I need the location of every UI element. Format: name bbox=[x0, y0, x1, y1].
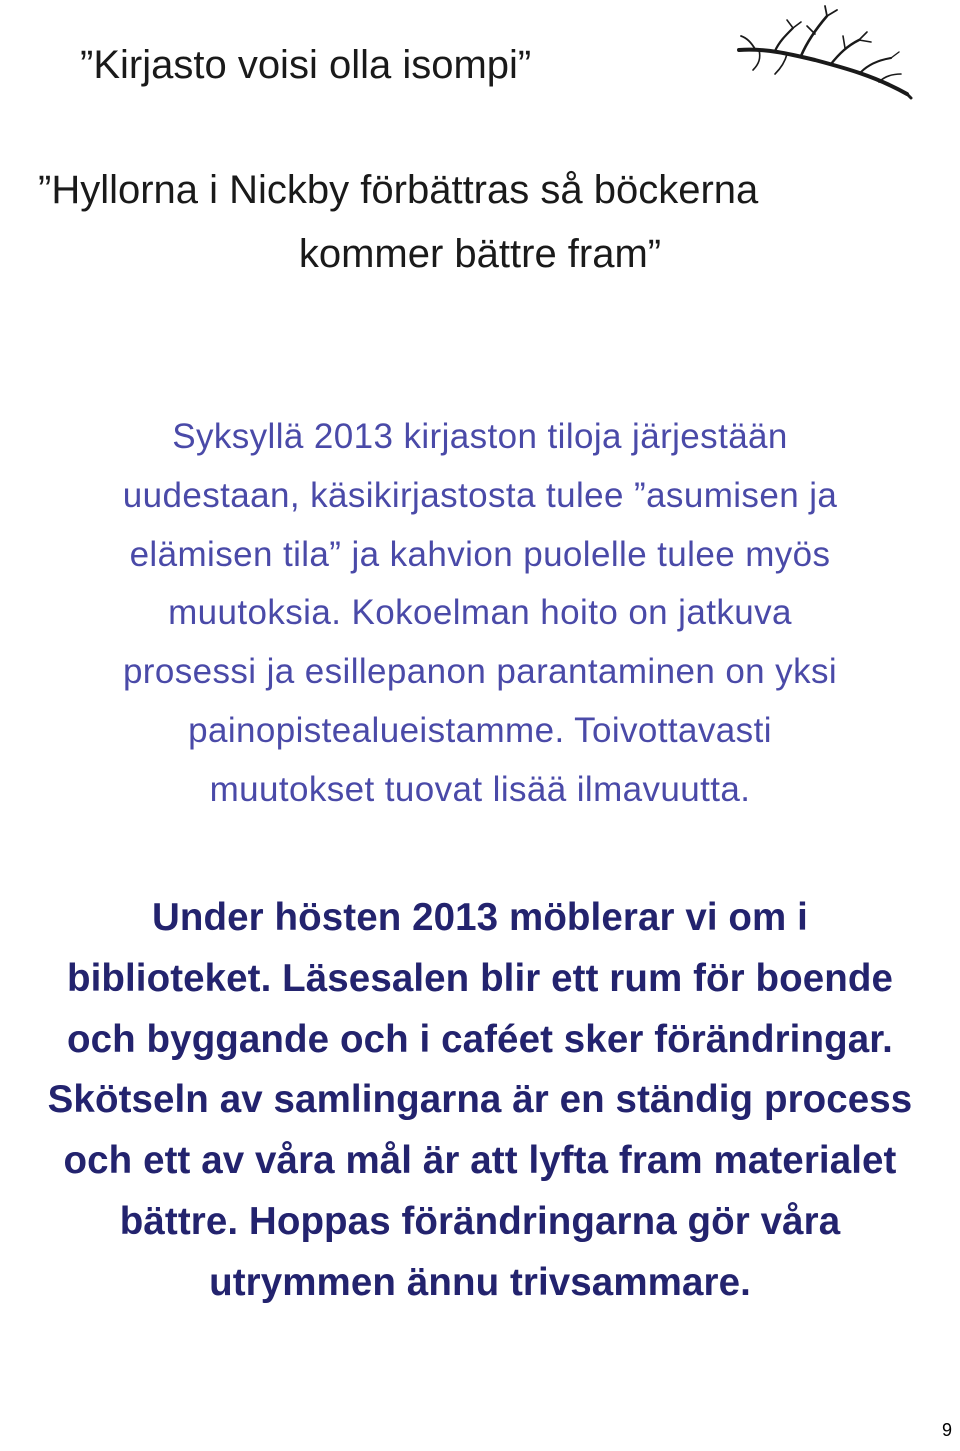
page-number: 9 bbox=[941, 1420, 952, 1440]
paragraph-line: Skötseln av samlingarna är en ständig process bbox=[47, 1078, 913, 1122]
paragraph-line: elämisen tila” ja kahvion puolelle tulee myös bbox=[129, 534, 831, 574]
paragraph-line: och byggande och i caféet sker förändringar. bbox=[67, 1017, 893, 1061]
paragraph-line: uudestaan, käsikirjastosta tulee ”asumisen ja bbox=[122, 475, 838, 515]
paragraph-line: Syksyllä 2013 kirjaston tiloja järjestään bbox=[172, 417, 788, 456]
paragraph-line: prosessi ja esillepanon parantaminen on yksi bbox=[122, 652, 838, 692]
tree-branch-icon bbox=[735, 2, 915, 102]
swedish-quote-line: ”Hyllorna i Nickby förbättras så böckerna bbox=[38, 168, 759, 212]
paragraph-line: biblioteket. Läsesalen blir ett rum för boende bbox=[66, 956, 894, 1000]
finnish-quote: ”Kirjasto voisi olla isompi” bbox=[80, 43, 532, 87]
paragraph-line: muutoksia. Kokoelman hoito on jatkuva bbox=[168, 593, 792, 633]
paragraph-line: bättre. Hoppas förändringarna gör våra bbox=[119, 1199, 841, 1243]
swedish-paragraph bbox=[0, 888, 960, 1314]
paragraph-line: muutokset tuovat lisää ilmavuutta. bbox=[209, 769, 751, 809]
swedish-quote-line: kommer bättre fram” bbox=[298, 232, 662, 276]
swedish-quote bbox=[0, 158, 960, 286]
paragraph-line: Under hösten 2013 möblerar vi om i bbox=[152, 896, 808, 939]
paragraph-line: och ett av våra mål är att lyfta fram materialet bbox=[63, 1139, 897, 1183]
paragraph-line: painopistealueistamme. Toivottavasti bbox=[188, 710, 772, 750]
paragraph-line: utrymmen ännu trivsammare. bbox=[209, 1260, 751, 1304]
finnish-paragraph bbox=[0, 408, 960, 820]
